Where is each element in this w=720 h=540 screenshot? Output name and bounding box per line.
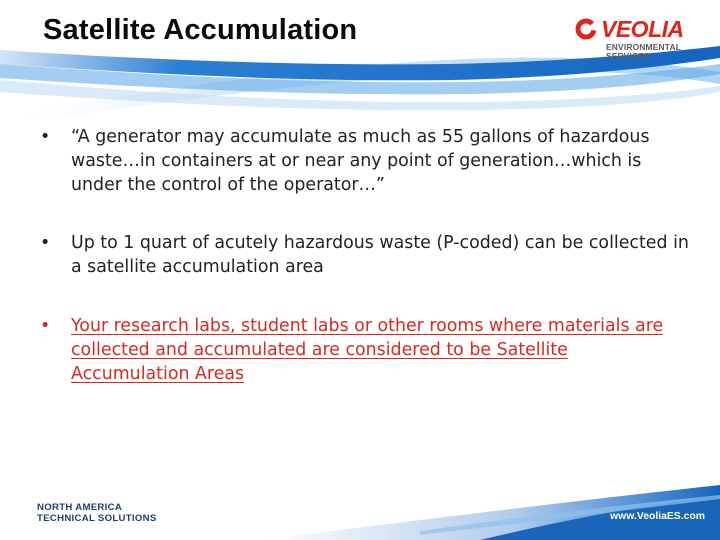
footer-line-2: TECHNICAL SOLUTIONS bbox=[37, 513, 157, 524]
footer-url-link[interactable]: www.VeoliaES.com bbox=[610, 511, 705, 522]
bullet-marker: • bbox=[40, 233, 51, 253]
logo-line-2: SERVICES bbox=[606, 51, 650, 61]
veolia-logo bbox=[574, 14, 704, 64]
logo-line-1: ENVIRONMENTAL bbox=[606, 42, 682, 52]
footer-line-1: NORTH AMERICA bbox=[37, 502, 123, 513]
bullet-text: Up to 1 quart of acutely hazardous waste (P-coded) can be collected in a satellite accumulation area bbox=[71, 233, 689, 277]
bullet-list bbox=[40, 125, 690, 386]
bullet-text-highlighted: Your research labs, student labs or other rooms where materials are collected and accumulated are considered to be Satellite Accumulation Areas bbox=[71, 316, 664, 384]
bullet-marker: • bbox=[40, 316, 51, 336]
bullet-marker: • bbox=[40, 127, 51, 147]
bullet-item-3 bbox=[40, 314, 690, 386]
bullet-text: “A generator may accumulate as much as 55 gallons of hazardous waste…in containers at or near any point of generation…which is under the control of the operator…” bbox=[71, 127, 650, 195]
footer-swoosh-graphic bbox=[0, 455, 720, 540]
logo-brand: VEOLIA bbox=[601, 16, 684, 42]
bullet-item-2 bbox=[40, 231, 690, 279]
footer-division bbox=[37, 502, 157, 524]
logo-subtitle bbox=[606, 43, 701, 61]
slide-title: Satellite Accumulation bbox=[43, 14, 358, 46]
bullet-item-1 bbox=[40, 125, 690, 197]
veolia-mark-icon bbox=[574, 16, 600, 42]
